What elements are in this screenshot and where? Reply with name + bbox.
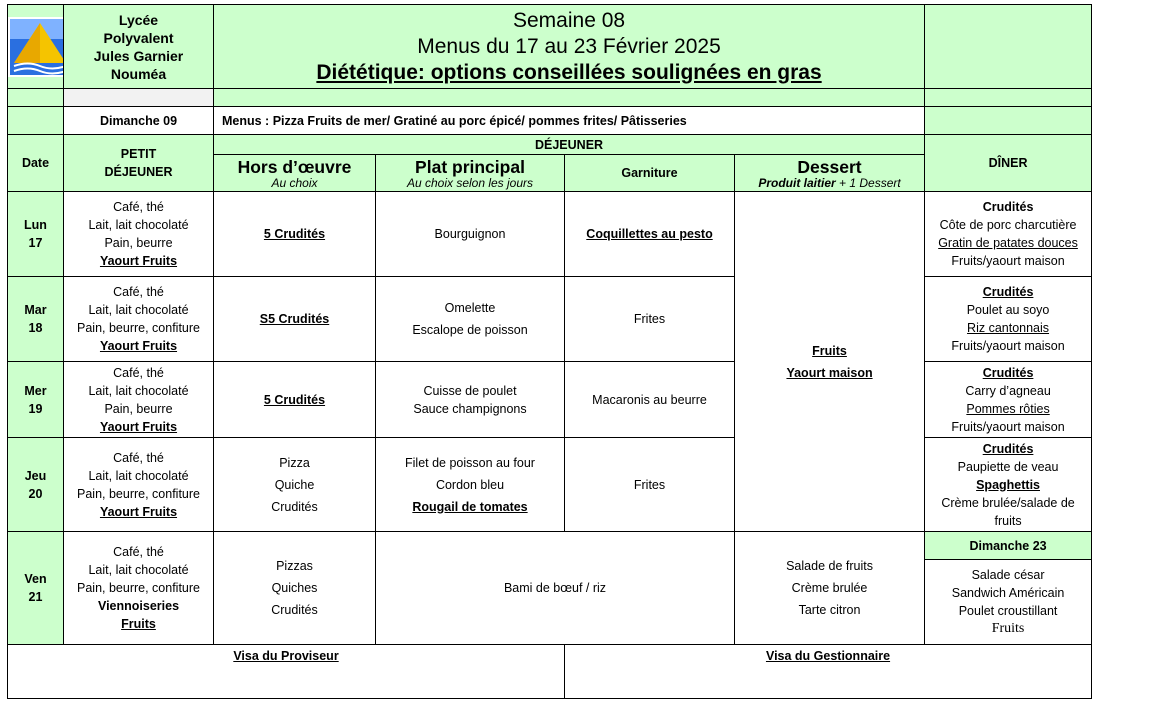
week-title: Semaine 08 xyxy=(512,8,626,32)
menu-item: Yaourt maison xyxy=(786,365,873,380)
date-column-header: Date xyxy=(8,135,64,192)
menu-item: Pain, beurre xyxy=(104,236,173,250)
hors-oeuvre-mer: 5 Crudités xyxy=(214,362,376,438)
menu-item: Riz cantonnais xyxy=(967,321,1050,335)
hors-oeuvre-lun: 5 Crudités xyxy=(214,192,376,277)
menu-item: Yaourt Fruits xyxy=(99,419,178,434)
header-empty-cell xyxy=(925,5,1092,89)
plat-ven: Bami de bœuf / riz xyxy=(376,532,735,645)
page-title xyxy=(214,5,925,89)
menu-item: Lait, lait chocolaté xyxy=(88,383,189,398)
menu-item: Fruits xyxy=(991,621,1025,636)
menu-item: Pain, beurre, confiture xyxy=(77,321,200,335)
day-mar xyxy=(8,277,64,362)
menu-item: Poulet au soyo xyxy=(966,303,1050,317)
spacer-cell xyxy=(64,89,214,107)
menu-item: Café, thé xyxy=(113,285,164,299)
plat-principal-label: Plat principal xyxy=(415,156,525,177)
menu-item: Gratin de patates douces xyxy=(938,236,1078,250)
menu-item: Crudités xyxy=(982,441,1034,456)
day-number: 17 xyxy=(28,236,43,250)
menu-item: Fruits xyxy=(121,617,156,631)
day-name: Mer xyxy=(24,383,47,398)
menu-item: Lait, lait chocolaté xyxy=(88,563,189,577)
dimanche-23-label: Dimanche 23 xyxy=(925,532,1092,560)
day-name: Mar xyxy=(24,303,47,317)
petit-dejeuner-mer xyxy=(64,362,214,438)
menu-item: Salade césar xyxy=(971,568,1045,582)
plat-mar xyxy=(376,277,565,362)
school-logo-cell xyxy=(8,5,64,89)
visa-gestionnaire: Visa du Gestionnaire xyxy=(565,645,1092,699)
hors-oeuvre-mar: S5 Crudités xyxy=(214,277,376,362)
menu-item: Crudités xyxy=(271,603,318,617)
diner-mar xyxy=(925,277,1092,362)
petit-dejeuner-mar xyxy=(64,277,214,362)
menu-item: Pain, beurre, confiture xyxy=(77,486,200,501)
menu-item: Lait, lait chocolaté xyxy=(88,303,189,317)
diner-mer xyxy=(925,362,1092,438)
menu-item: Pain, beurre, confiture xyxy=(77,581,200,595)
spacer-cell xyxy=(925,89,1092,107)
menu-item: Lait, lait chocolaté xyxy=(88,218,189,232)
spacer-cell xyxy=(214,89,925,107)
plat-lun xyxy=(376,192,565,277)
menu-item: Café, thé xyxy=(113,545,164,559)
menu-item: Crudités xyxy=(982,285,1034,299)
day-name: Lun xyxy=(24,218,47,232)
spacer-cell xyxy=(925,107,1092,135)
menu-item: Yaourt Fruits xyxy=(99,339,178,353)
spacer-cell xyxy=(8,89,64,107)
school-line-3: Jules Garnier xyxy=(93,47,184,64)
hors-oeuvre-jeu xyxy=(214,438,376,532)
dessert-week xyxy=(735,192,925,532)
menu-item: Pommes rôties xyxy=(966,401,1050,416)
menu-item: Escalope de poisson xyxy=(412,323,528,337)
plat-principal-header xyxy=(376,155,565,192)
day-jeu xyxy=(8,438,64,532)
menu-item: Fruits/yaourt maison xyxy=(951,254,1065,268)
spacer-cell xyxy=(8,107,64,135)
dimanche-09-label: Dimanche 09 xyxy=(64,107,214,135)
petit-dejeuner-label: PETIT DÉJEUNER xyxy=(104,147,173,179)
visa-proviseur: Visa du Proviseur xyxy=(8,645,565,699)
school-name xyxy=(64,5,214,89)
day-lun xyxy=(8,192,64,277)
menu-table xyxy=(7,4,1092,699)
school-line-2: Polyvalent xyxy=(103,29,174,46)
dessert-sub-rest: + 1 Dessert xyxy=(835,175,901,190)
menu-item: Crudités xyxy=(271,499,318,514)
dimanche-09-menu: Menus : Pizza Fruits de mer/ Gratiné au porc épicé/ pommes frites/ Pâtisseries xyxy=(214,107,925,135)
day-ven xyxy=(8,532,64,645)
dessert-ven xyxy=(735,532,925,645)
garniture-lun: Coquillettes au pesto xyxy=(565,192,735,277)
plat-jeu xyxy=(376,438,565,532)
menu-item: Fruits/yaourt maison xyxy=(951,419,1065,434)
menu-item: Cuisse de poulet xyxy=(423,383,517,398)
menu-item: Quiches xyxy=(271,581,318,595)
menu-item: Côte de porc charcutière xyxy=(939,218,1077,232)
day-name: Ven xyxy=(24,572,47,586)
menu-item: Tarte citron xyxy=(798,603,861,617)
menu-item: Bourguignon xyxy=(434,227,506,241)
diner-lun xyxy=(925,192,1092,277)
hors-oeuvre-header xyxy=(214,155,376,192)
menu-item: Café, thé xyxy=(113,200,164,214)
school-line-1: Lycée xyxy=(118,11,159,28)
menu-item: Omelette xyxy=(444,301,496,315)
dates-title: Menus du 17 au 23 Février 2025 xyxy=(417,34,721,58)
menu-item: Fruits/yaourt maison xyxy=(951,339,1065,353)
menu-item: Rougail de tomates xyxy=(412,499,528,514)
dimanche-23-menu xyxy=(925,560,1092,645)
menu-item: Pain, beurre xyxy=(104,401,173,416)
hors-oeuvre-label: Hors d’œuvre xyxy=(237,156,352,177)
menu-item: Quiche xyxy=(274,477,315,492)
day-number: 19 xyxy=(28,401,43,416)
day-number: 21 xyxy=(28,590,43,604)
menu-item: Yaourt Fruits xyxy=(99,504,178,519)
garniture-mar: Frites xyxy=(565,277,735,362)
menu-item: Spaghettis xyxy=(976,477,1040,492)
menu-item: Filet de poisson au four xyxy=(405,455,535,470)
menu-item: Lait, lait chocolaté xyxy=(88,468,189,483)
menu-item: Sandwich Américain xyxy=(951,586,1065,600)
day-number: 18 xyxy=(28,321,43,335)
hors-oeuvre-sub: Au choix xyxy=(271,175,318,190)
menu-item: Yaourt Fruits xyxy=(99,254,178,268)
petit-dejeuner-lun xyxy=(64,192,214,277)
dessert-sub-bold: Produit laitier xyxy=(758,175,836,190)
garniture-mer: Macaronis au beurre xyxy=(565,362,735,438)
hors-oeuvre-ven xyxy=(214,532,376,645)
petit-dejeuner-jeu xyxy=(64,438,214,532)
menu-item: Paupiette de veau xyxy=(957,459,1059,474)
dessert-sub xyxy=(735,177,924,190)
dietetic-note: Diététique: options conseillées soulignées en gras xyxy=(316,60,822,84)
petit-dejeuner-ven xyxy=(64,532,214,645)
dessert-header xyxy=(735,155,925,192)
menu-item: Sauce champignons xyxy=(413,401,527,416)
menu-item: Crudités xyxy=(982,200,1034,214)
menu-item: Salade de fruits xyxy=(786,559,873,573)
school-logo-icon xyxy=(8,17,64,77)
menu-item: Pizza xyxy=(279,455,310,470)
school-line-4: Nouméa xyxy=(110,65,167,82)
menu-item: Crudités xyxy=(982,365,1034,380)
menu-item: Pizzas xyxy=(276,559,313,573)
menu-item: Carry d’agneau xyxy=(965,383,1051,398)
day-mer xyxy=(8,362,64,438)
menu-item: Cordon bleu xyxy=(435,477,505,492)
menu-item: Café, thé xyxy=(113,450,164,465)
plat-principal-sub: Au choix selon les jours xyxy=(406,175,534,190)
menu-item: Crème brulée xyxy=(791,581,868,595)
plat-mer xyxy=(376,362,565,438)
menu-item: Café, thé xyxy=(113,365,164,380)
dejeuner-header: DÉJEUNER xyxy=(214,135,925,155)
diner-jeu xyxy=(925,438,1092,532)
menu-item: Fruits xyxy=(812,343,847,358)
dessert-label: Dessert xyxy=(797,156,862,177)
diner-header: DÎNER xyxy=(925,135,1092,192)
petit-dejeuner-header xyxy=(64,135,214,192)
menu-item: Poulet croustillant xyxy=(958,604,1058,618)
menu-item: Crème brulée/salade de fruits xyxy=(941,495,1075,528)
day-number: 20 xyxy=(28,486,43,501)
menu-item: Viennoiseries xyxy=(97,599,180,613)
day-name: Jeu xyxy=(24,468,47,483)
garniture-header: Garniture xyxy=(565,155,735,192)
garniture-jeu: Frites xyxy=(565,438,735,532)
